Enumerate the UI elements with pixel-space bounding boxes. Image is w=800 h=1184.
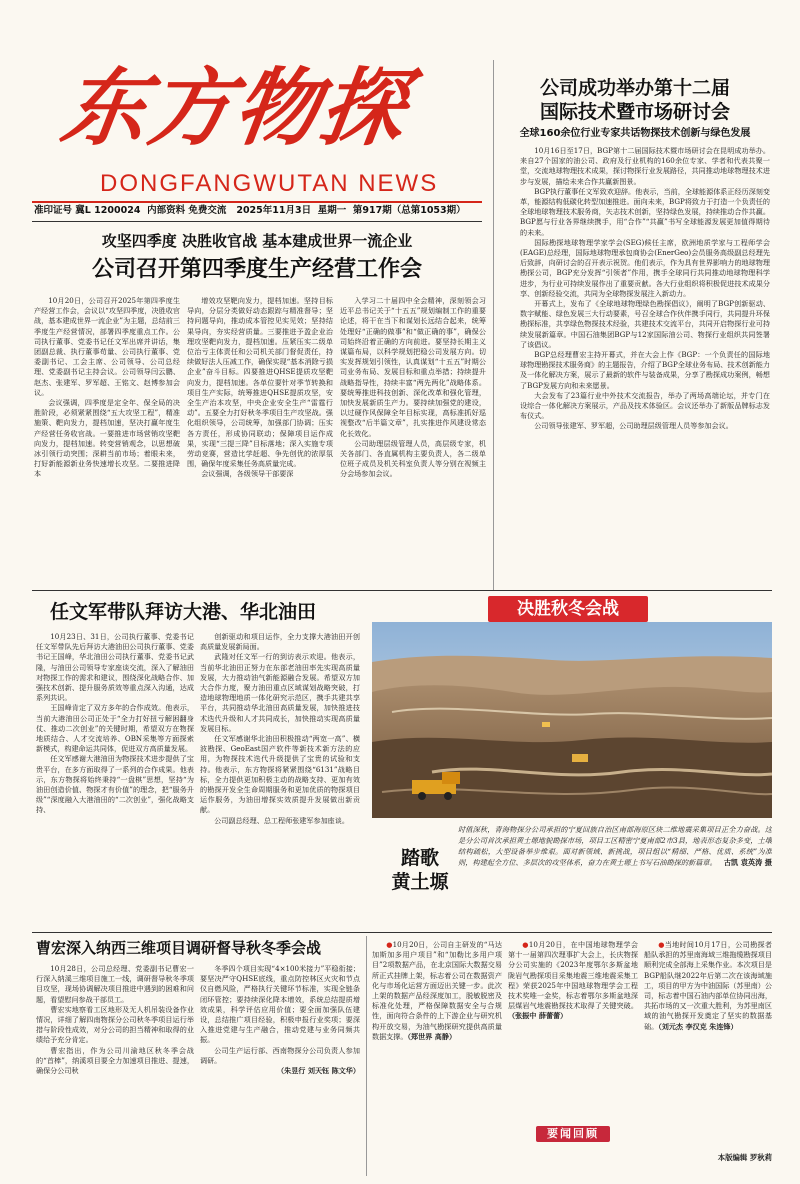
paragraph: 曹宏实地察看工区地形及无人机吊装设备作业情况，详细了解四南物探分公司秋冬季项目运行举措与阶段性成效，对分公司的担当精神和取得的业绩给予充分肯定。 [36, 1004, 194, 1045]
photo-caption [458, 824, 772, 928]
internal-note: 内部资料 免费交流 [147, 205, 227, 216]
paragraph: 大会发布了23篇行业中外技术交流报告，举办了两场高端论坛，并专门在设综合一体化解决方案展示，产品及技术体验区。会议还举办了新版品牌标志发布仪式。 [520, 390, 770, 421]
paragraph: 公司副总经理、总工程师张建军参加座谈。 [214, 815, 349, 825]
conference-body [520, 146, 770, 586]
nasan-headline: 曹宏深入纳西三维项目调研督导秋冬季会战 [36, 939, 322, 957]
section-rule [32, 932, 772, 933]
paragraph: BGP总经理曹宏主持开幕式，并在大会上作《BGP：一个负责任的国际地球物理勘探技术服务商》的主题报告，介绍了BGP全球业务布局、技术创新能力及一体化解决方案，展示了最新的软件与装备成果，分享了勘探成功案例，畅想了BGP发展方向和未来愿景。 [520, 350, 770, 390]
weekday: 星期一 [317, 205, 347, 216]
photo-caption-title [390, 846, 450, 896]
issue-number: 第917期（总第1053期） [352, 205, 466, 216]
paragraph: 会议强调，四季度是定全年、保全局的决胜阶段，必须紧紧围绕“五大攻坚工程”，精准施策、靶向发力，提档加速，坚决打赢年度生产经营任务收官战。一要推进市场营销攻坚靶向发力，提档加速。转变营销观念，以思想破冰引领行动突围；深耕当前市场；着眼未来，打好新能源新业务快速增长攻坚。二要推进降本 [34, 398, 180, 479]
paragraph: 10月28日，公司总经理、党委副书记曹宏一行深入纳溪三维项目施工一线，调研督导秋冬季项目攻坚，现场协调解决项目推进中遇到的困难和问题，看望慰问参战干部员工。 [36, 964, 194, 1004]
paragraph: 入学习二十届四中全会精神，深刻领会习近平总书记关于“十五五”规划编制工作的重要论述，将干在当下和谋划长远结合起来，统筹处理好“正确的做事”和“做正确的事”，确保公司始终沿着正确的方向前进。要坚持长期主义谋篇布局，以科学规划把稳公司发展方向。切实发挥规划引领性，认真谋划“十五五”时期公司业务布局、发展目标和重点举措；持续提升战略指导性，持续丰富“两先两化”战略体系。要统筹推进科技创新、深化改革和强化管理，加快发展新质生产力。要持续加强党的建设，以过硬作风保障全年目标实现，高标准抓好巡视整改“后半篇文章”，扎实推进作风建设常态化长效化。 [340, 296, 486, 438]
photo-banner: 决胜秋冬会战 [488, 596, 648, 622]
visit-column-2 [200, 632, 360, 922]
main-kicker: 攻坚四季度 决胜收官战 基本建成世界一流企业 [101, 232, 413, 250]
review-banner: 要闻回顾 [536, 1126, 610, 1142]
visit-headline: 任文军带队拜访大港、华北油田 [50, 601, 317, 623]
paragraph: 增效攻坚靶向发力，提档加速。坚持目标导向，分层分类做好动态跟踪与精准督导；坚持问题导向，推动成本管控见实见效；坚持结果导向，夯实经营质量。三要推进予盈企业治理攻坚靶向发力，提档加速。压紧压实二级单位治亏主体责任和公司机关部门督促责任，持续做好法人压减工作，确保实现“基本消除亏损企业”奋斗目标。四要推进QHSE提质攻坚靶向发力，提档加速。各单位要针对季节转换和项目生产实际，统筹推进QHSE提质攻坚，安全生产治本攻坚，中央企业安全生产“雷霆行动”。五要全力打好秋冬季项目生产攻坚战。强化组织领导，公司统筹，加强部门协调；压实各方责任，形成协同联动；保障项目运作成果，实现“三提三降”目标落地；深入实施专项劳动竞赛，营造比学赶超、争先创优的浓厚氛围，确保年度采集任务高质量完成。 [187, 296, 333, 469]
bullet-icon: ● [658, 940, 665, 949]
paragraph [200, 1066, 360, 1076]
paragraph: 会议强调，各级领导干部要深 [201, 469, 294, 479]
paragraph: 国际勘探地球物理学家学会(SEG)候任主席，欧洲地质学家与工程师学会(EAGE)总经理，国际地球物理承包商协会(EnerGeo)会员服务高级副总经理先后致辞，向研讨会的召开表示祝贺。他们表示，作为具有世界影响力的地球物理勘探公司，BGP充分发挥“引领者”作用，携手全球同行共同推动地球物理科学进步，为行业可持续发展作出了重要贡献。各大行业组织将积极促进技术成果分享、创新经验交流，共同为全球物探发展注入新动力。 [520, 237, 770, 298]
info-bar [34, 203, 494, 221]
paragraph: 10月20日，公司召开2025年第四季度生产经营工作会，会议以“攻坚四季度，决胜收官战，基本建成世界一流企业”为主题，总结前三季度生产经营情况，部署四季度重点工作。公司执行董事、党委书记任文军出席并讲话，集团副总裁、执行董事苟量、公司执行董事、党委副书记、工会主席、公司领导、公司总经理、党委副书记主持会议。公司领导闫云鹏、赵杰、张建军、罗军超、王铭文、赵博参加会议。 [34, 296, 180, 397]
column-divider [366, 936, 367, 1176]
main-column-1 [34, 296, 180, 586]
main-headline: 公司召开第四季度生产经营工作会 [91, 257, 422, 282]
page-editor: 本版编辑 罗秋莉 [717, 1153, 772, 1162]
paragraph: 任文军感谢大港油田为物探技术进步提供了宝贵平台，在多方面取得了一系列的合作成果。他表示，东方物探将始终秉持“一盘棋”思想，坚持“为油田创造价值、物探才有价值”的理念，把“服务升级”“深度融入大港油田的“二次创业”，强化战略支持、 [36, 754, 194, 815]
info-bar-rule [32, 221, 482, 222]
conference-subtitle: 全球160余位行业专家共话物探技术创新与绿色发展 [519, 128, 751, 139]
column-divider [493, 60, 494, 590]
paragraph: 公司领导张建军、罗军超，公司助理层级管理人员等参加会议。 [534, 421, 733, 431]
main-column-2 [187, 296, 333, 586]
main-column-3 [340, 296, 486, 586]
brief-text: 当地时间10月17日，公司勘探者船队承担的苏里南海域三维拖缆勘探项目顺利完成全部海上采集作业。本次项目是BGP船队继2022年后第二次在该海域施工，项目的甲方为中油国际（苏里南）公司，标志着中国石油内部单位协同出海，共拓市场的又一次重大胜利，为苏里南区域的油气勘探开发奠定了坚实的数据基础。 [644, 940, 772, 1031]
brief-byline: （郑世界 高静） [407, 1031, 457, 1041]
conference-title-1: 公司成功举办第十二届 [539, 77, 730, 99]
nasan-byline: （朱昱行 刘天钰 陈文华） [277, 1066, 360, 1076]
nasan-column-2 [200, 964, 360, 1176]
issue-date: 2025年11月3日 [236, 205, 312, 216]
paragraph: 创新驱动和项目运作，全力支撑大港油田开创高质量发展新局面。 [200, 632, 360, 652]
paragraph: 开幕式上，发布了《全球地球物理绿色勘探倡议》，阐明了BGP创新驱动、数字赋能、绿色发展三大行动要素，号召全球合作伙伴携手同行，共同提升环保勘探标准，共享绿色物探技术经验，共建技术交流平台，共同开启物探行业可持续发展新篇章。中国石油集团BGP与12家国际油公司、物探行业组织共同签署了该倡议。 [520, 299, 770, 349]
conference-title-2: 国际技术暨市场研讨会 [539, 101, 730, 123]
caption-text: 时值深秋，青海物探分公司承担的宁夏回族自治区南部海原区块二维地震采集项目正全力奋战。这是分公司首次承担黄土塬地貌勘探市场，项目工区精密宁夏南部2市3县，地表形态复杂多变，土壤结构疏松，大型设备举步维艰。面对新领域、新挑战，项目组以“精细、严格、优质、系统”为准则，构建起全方位、多层次的攻坚体系，奋力在黄土塬上书写石油勘探的新篇章。 [458, 825, 772, 867]
paragraph: 冬季四个项目实现“4×100米接力”平稳衔接；要坚决严守QHSE底线，重点防控林区火灾和节点仪自燃风险，严格执行关键环节标准，实现全链条闭环管控；要持续深化降本增效，系统总结提质增效成果，科学评估应用价值；要全面加强队伍建设，总结推广项目经验，积极申报行业奖项；要深入推进党建与生产融合，推动党建与业务同频共振。 [200, 964, 360, 1045]
brief-suriname [644, 940, 772, 1150]
paragraph: 王国峰肯定了双方多年的合作成效。他表示，当前大港油田公司正处于“全力打好扭亏解困翻身仗、推动二次创业”的关键时期，希望双方在物探地质结合、人才交流培养、OBN采集等方面探索新模式，构建命运共同体，促进双方高质量发展。 [36, 703, 194, 754]
brief-byline: （张振中 薛蕾蕾） [508, 1011, 568, 1021]
paragraph: BGP执行董事任文军致欢迎辞。他表示，当前，全球能源体系正经历深刻变革，能源结构低碳化转型加速推进。面向未来，BGP将致力于打造一个负责任的全球地球物理技术服务商，矢志技术创新，坚持绿色发展，持续推动合作共赢。BGP愿与行业各界继续携手，用“合作”“共赢”书写全球能源发展更加值得期待的未来。 [520, 186, 770, 237]
paragraph: 10月16日至17日，BGP第十二届国际技术暨市场研讨会在昆明成功举办。来自27个国家的油公司、政府及行业机构的160余位专家、学者和代表共聚一堂，交流地球物理技术成果，探讨物探行业发展路径，共同推动地球物理技术进步与发展，描绘未来合作共赢新图景。 [520, 146, 770, 186]
visit-column-1 [36, 632, 194, 922]
license-number: 准印证号 冀L 1200024 [34, 205, 141, 216]
section-rule [32, 590, 772, 591]
paragraph: 10月23日、31日，公司执行董事、党委书记任文军带队先后拜访大港油田公司执行董事、党委书记王国峰，华北油田公司执行董事、党委书记武隆，与油田公司领导专家座谈交流，深入了解油田对物探工作的需求和建议，围绕深化战略合作、加强技术创新、提升服务质效等重点深入沟通，达成系列共识。 [36, 632, 194, 703]
masthead-pinyin: DONGFANGWUTAN NEWS [100, 170, 439, 197]
brief-gold-award [508, 940, 638, 1120]
bullet-icon: ● [386, 940, 393, 949]
brief-byline: （刘元杰 李汉克 朱连锋） [658, 1021, 738, 1031]
paragraph: 公司生产运行部、西南物探分公司负责人参加调研。 [200, 1045, 360, 1065]
paragraph: 曹宏指出，作为公司川渝地区秋冬季会战的“首棒”，纳溪项目要全力加速项目推进、提速，确保分公司秋 [36, 1045, 194, 1076]
paragraph: 武隆对任文军一行的到访表示欢迎。他表示，当前华北油田正努力在东部老油田率先实现高质量发展，大力推动油气新能源融合发展。希望双方加大合作力度，聚力油田重点区域谋划战略突破，打造地球物理地质一体化研究示范区，携手共建共享平台，共同推动华北油田高质量发展，加快推进技术迭代升级和人才共同成长，加快推动实现高质量发展目标。 [200, 652, 360, 733]
nasan-column-1 [36, 964, 194, 1176]
brief-data-products [372, 940, 502, 1176]
paragraph: 任文军感谢华北油田积极推动“两宽一高”、横波勘探、GeoEast国产软件等新技术新方法的应用，为物探技术迭代升级提供了宝贵的试验和支持。他表示，东方物探将紧紧围绕“6131”战略目标，全力提供更加积极主动的战略支持、更加有效的勘探开发全生命周期服务和更加优质的物探项目运作服务，为油田增探实效质提升发展做出新贡献。 [200, 734, 360, 815]
caption-title-line: 黄土塬 [391, 871, 449, 893]
masthead-title: 东方物探 [55, 58, 414, 157]
photo-credit: 古凯 袁英涛 摄 [723, 858, 772, 867]
bullet-icon: ● [522, 940, 529, 949]
paragraph: 公司助理层级管理人员，高层级专家，机关各部门、各直属机构主要负责人，各二级单位班子成员及机关科室负责人等分别在视频主分会场参加会议。 [340, 438, 486, 479]
brief-text: 10月20日，公司自主研发的“马达加斯加多用户项目”和“加勒比多用户项目”2项数据产品，在北京国际大数据交易所正式挂牌上架，标志着公司在数据资产化与市场化运营方面迈出关键一步。此次上架的数据产品经深度加工，脱敏脱密及标准化处理，严格保障数据安全与合规性，面向符合条件的上下游企业与研究机构开放交易，为油气勘探研究提供高质量数据支撑。 [372, 940, 502, 1041]
loess-plateau-photo [372, 622, 772, 818]
brief-text: 10月20日，在中国地球物理学会第十一届第四次理事扩大会上，长庆物探分公司实施的《2023年度鄂尔多斯盆地陇岩气勘探项目采集地震三维地震采集工程》荣获2025年中国地球物理学会工程技术奖唯一金奖，标志着鄂尔多斯盆地深层煤岩气地震勘探技术取得了关键突破。 [508, 940, 638, 1011]
caption-title-line: 踏歌 [400, 847, 439, 869]
